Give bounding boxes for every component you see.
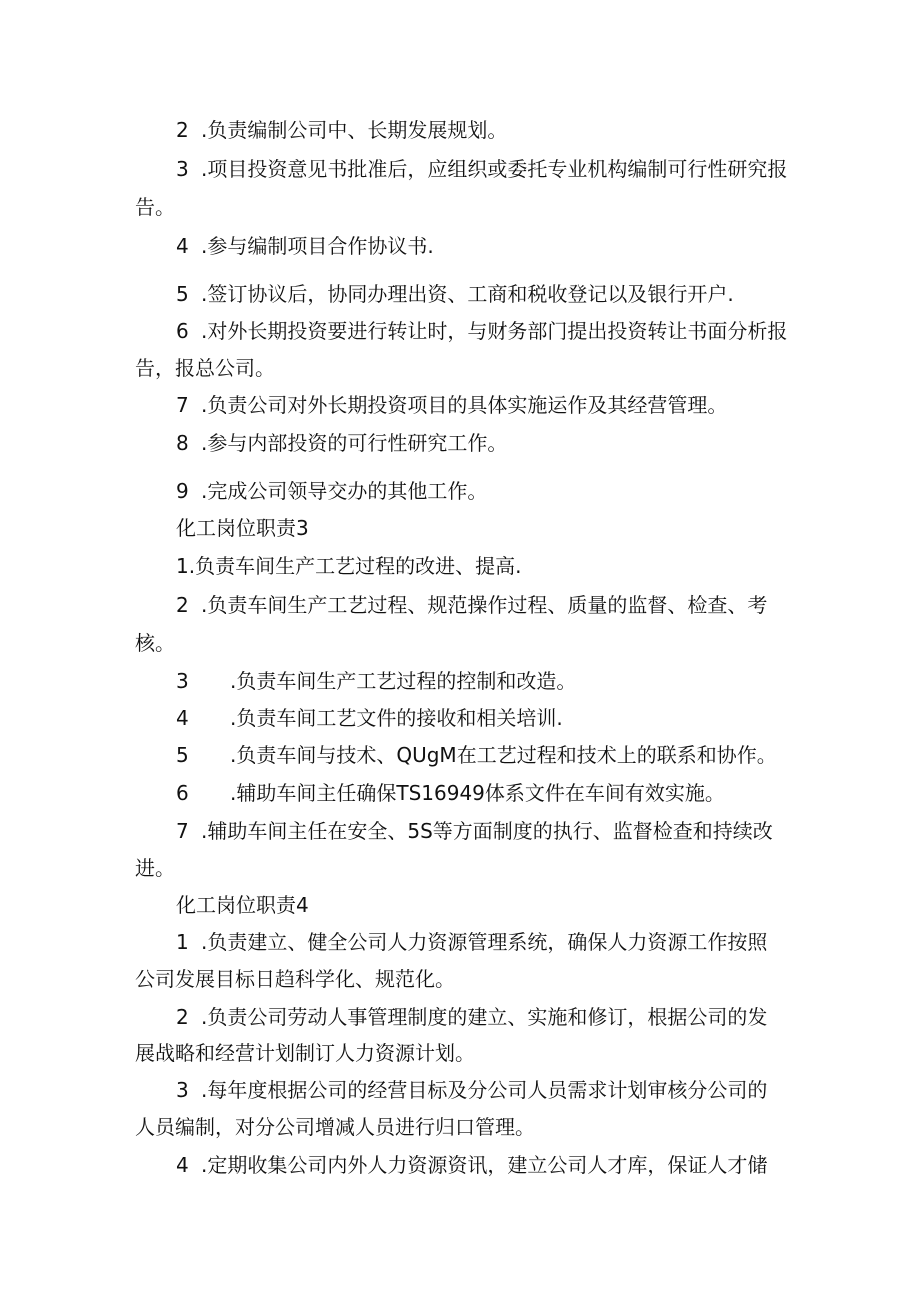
list-item-continuation: 展战略和经营计划制订人力资源计划。 <box>135 1041 475 1065</box>
list-item <box>176 234 434 258</box>
item-text: .负责车间与技术、QUgM在工艺过程和技术上的联系和协作。 <box>230 743 777 767</box>
item-text: .参与编制项目合作协议书. <box>201 234 434 258</box>
item-text: .每年度根据公司的经营目标及分公司人员需求计划审核分公司的 <box>201 1078 768 1102</box>
list-item <box>176 431 507 455</box>
list-item <box>176 1078 767 1102</box>
item-text: .负责编制公司中、长期发展规划。 <box>201 118 508 142</box>
item-text: .定期收集公司内外人力资源资讯，建立公司人才库，保证人才储 <box>201 1153 768 1177</box>
item-number: 5 <box>176 282 189 306</box>
item-text: .负责车间生产工艺过程的控制和改造。 <box>230 669 577 693</box>
item-text: .辅助车间主任在安全、5S等方面制度的执行、监督检查和持续改 <box>201 819 773 843</box>
list-item <box>176 1153 767 1177</box>
item-text: .负责公司对外长期投资项目的具体实施运作及其经营管理。 <box>201 393 728 417</box>
item-number: 1 <box>176 930 189 954</box>
list-item <box>176 282 734 306</box>
item-number: 4 <box>176 706 189 730</box>
item-number: 7 <box>176 393 189 417</box>
item-number: 2 <box>176 118 189 142</box>
item-number: 8 <box>176 431 189 455</box>
list-item <box>176 819 773 843</box>
item-number: 4 <box>176 234 189 258</box>
list-item-continuation: 进。 <box>135 856 175 880</box>
list-item <box>176 743 777 767</box>
item-text: .完成公司领导交办的其他工作。 <box>201 479 488 503</box>
item-text: .辅助车间主任确保TS16949体系文件在车间有效实施。 <box>230 781 725 805</box>
list-item <box>176 706 563 730</box>
item-text: .对外长期投资要进行转让时，与财务部门提出投资转让书面分析报 <box>201 319 788 343</box>
item-text: .负责公司劳动人事管理制度的建立、实施和修订，根据公司的发 <box>201 1005 768 1029</box>
item-number: 1 <box>176 554 189 578</box>
item-number: 3 <box>176 669 189 693</box>
list-item <box>176 781 725 805</box>
item-text: .签订协议后，协同办理出资、工商和税收登记以及银行开户. <box>201 282 734 306</box>
list-item <box>176 669 576 693</box>
list-item-continuation: 人员编制，对分公司增减人员进行归口管理。 <box>135 1115 535 1139</box>
list-item <box>176 1005 767 1029</box>
section-heading: 化工岗位职责3 <box>176 516 309 540</box>
item-number: 5 <box>176 743 189 767</box>
list-item <box>176 554 521 578</box>
list-item <box>176 319 787 343</box>
list-item <box>176 157 787 181</box>
item-text: .项目投资意见书批准后，应组织或委托专业机构编制可行性研究报 <box>201 157 788 181</box>
item-text: .负责建立、健全公司人力资源管理系统，确保人力资源工作按照 <box>201 930 768 954</box>
item-text: .负责车间工艺文件的接收和相关培训. <box>230 706 563 730</box>
list-item-continuation: 核。 <box>135 631 175 655</box>
item-number: 6 <box>176 781 189 805</box>
list-item <box>176 593 767 617</box>
item-number: 4 <box>176 1153 189 1177</box>
list-item <box>176 930 767 954</box>
list-item-continuation: 告。 <box>135 195 175 219</box>
list-item <box>176 393 727 417</box>
item-text: .负责车间生产工艺过程、规范操作过程、质量的监督、检查、考 <box>201 593 768 617</box>
item-number: 2 <box>176 593 189 617</box>
item-number: 6 <box>176 319 189 343</box>
item-number: 3 <box>176 1078 189 1102</box>
list-item-continuation: 公司发展目标日趋科学化、规范化。 <box>135 967 455 991</box>
item-number: 7 <box>176 819 189 843</box>
item-number: 9 <box>176 479 189 503</box>
list-item <box>176 479 487 503</box>
list-item <box>176 118 507 142</box>
section-heading: 化工岗位职责4 <box>176 893 309 917</box>
item-number: 2 <box>176 1005 189 1029</box>
item-text: .负责车间生产工艺过程的改进、提高. <box>188 554 522 578</box>
item-text: .参与内部投资的可行性研究工作。 <box>201 431 508 455</box>
item-number: 3 <box>176 157 189 181</box>
list-item-continuation: 告，报总公司。 <box>135 356 275 380</box>
